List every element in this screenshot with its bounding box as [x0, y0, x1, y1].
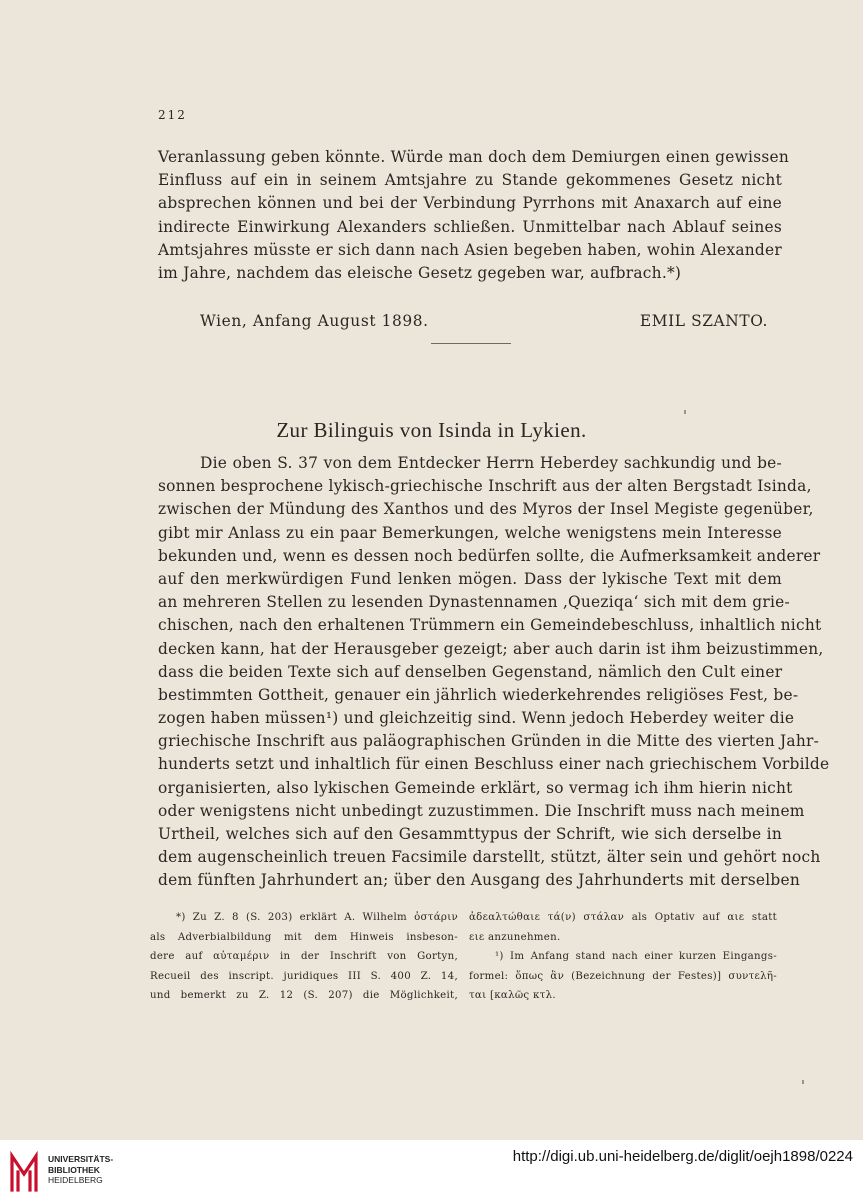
text-line: dem fünften Jahrhundert an; über den Ausgang des Jahrhunderts mit derselben: [158, 871, 801, 890]
logo-line: BIBLIOTHEK: [48, 1164, 100, 1175]
logo-line: HEIDELBERG: [48, 1175, 103, 1185]
digitization-footer: [0, 1140, 863, 1204]
footnote-column-left: [150, 908, 458, 1006]
logo-line: UNIVERSITÄTS-: [48, 1154, 114, 1164]
footnote-line: als Adverbialbildung mit dem Hinweis insbeson-: [150, 931, 458, 943]
scan-speck: [802, 1080, 804, 1084]
text-line: absprechen können und bei der Verbindung Pyrrhons mit Anaxarch auf eine: [158, 194, 782, 213]
library-name: [48, 1154, 113, 1186]
text-line: indirecte Einwirkung Alexanders schließen. Unmittelbar nach Ablauf seines: [158, 217, 782, 236]
section-divider: [431, 343, 511, 344]
text-line: Veranlassung geben könnte. Würde man doch dem Demiurgen einen gewissen: [158, 148, 790, 166]
text-line: bestimmten Gottheit, genauer ein jährlich wiederkehrendes religiöses Fest, be-: [158, 685, 799, 704]
text-line: an mehreren Stellen zu lesenden Dynastennamen ‚Queziqa‘ sich mit dem grie-: [158, 593, 790, 612]
text-line: oder wenigstens nicht unbedingt zuzustimmen. Die Inschrift muss nach meinem: [158, 801, 805, 820]
text-line: griechische Inschrift aus paläographischen Gründen in die Mitte des vierten Jahr-: [158, 732, 820, 751]
text-line: bekunden und, wenn es dessen noch bedürfen sollte, die Aufmerksamkeit anderer: [158, 546, 821, 565]
paragraph-continuation: [158, 146, 790, 285]
footnote-line: und bemerkt zu Z. 12 (S. 207) die Möglichkeit,: [150, 990, 458, 1002]
footnote-line: Recueil des inscript. juridiques III S. 400 Z. 14,: [150, 970, 458, 982]
footnote-line: ἀδεαλτώθαιε τά(ν) στάλαν als Optativ auf αιε statt: [469, 912, 777, 923]
text-line: Urtheil, welches sich auf den Gesammttypus der Schrift, wie sich derselbe in: [158, 825, 782, 843]
footnote-line: formel: ὅπως ἂν (Bezeichnung der Festes)] συντελῆ-: [469, 970, 777, 982]
heading-text: Zur Bilinguis von Isinda in Lykien.: [276, 417, 587, 442]
text-line: Die oben S. 37 von dem Entdecker Herrn Heberdey sachkundig und be-: [200, 454, 782, 472]
text-line: dem augenscheinlich treuen Facsimile darstellt, stützt, älter sein und gehört noch: [158, 848, 821, 867]
signature-place-date: Wien, Anfang August 1898.: [200, 312, 429, 330]
text-line: Einfluss auf ein in seinem Amtsjahre zu Stande gekommenes Gesetz nicht: [158, 171, 782, 190]
page-number: 212: [158, 108, 187, 122]
article-paragraph: [158, 452, 830, 893]
footnote-line: ειε anzunehmen.: [469, 931, 561, 943]
text-line: auf den merkwürdigen Fund lenken mögen. Dass der lykische Text mit dem: [158, 569, 782, 588]
footnote-line: ¹) Im Anfang stand nach einer kurzen Eingangs-: [495, 951, 777, 963]
permalink-url[interactable]: http://digi.ub.uni-heidelberg.de/diglit/oejh1898/0224: [512, 1148, 853, 1165]
text-line: organisierten, also lykischen Gemeinde erklärt, so vermag ich ihm hierin nicht: [158, 778, 793, 797]
footnote-line: ται [καλῶς κτλ.: [469, 990, 556, 1002]
text-line: zogen haben müssen¹) und gleichzeitig sind. Wenn jedoch Heberdey weiter die: [158, 709, 795, 728]
signature-author: EMIL SZANTO.: [639, 312, 768, 330]
university-library-logo-icon: [8, 1150, 40, 1194]
scan-speck: [684, 410, 686, 414]
footnote-line: dere auf αὐταμέριν in der Inschrift von Gortyn,: [150, 951, 458, 963]
text-line: decken kann, hat der Herausgeber gezeigt; aber auch darin ist ihm beizustimmen,: [158, 639, 824, 658]
text-line: im Jahre, nachdem das eleische Gesetz gegeben war, aufbrach.*): [158, 263, 682, 282]
text-line: chischen, nach den erhaltenen Trümmern ein Gemeindebeschluss, inhaltlich nicht: [158, 616, 822, 635]
footnote-column-right: [469, 908, 777, 1006]
footnote-line: *) Zu Z. 8 (S. 203) erklärt A. Wilhelm ὀστάριν: [176, 912, 458, 923]
text-line: hunderts setzt und inhaltlich für einen Beschluss einer nach griechischem Vorbilde: [158, 755, 830, 774]
text-line: gibt mir Anlass zu ein paar Bemerkungen, welche wenigstens mein Interesse: [158, 523, 782, 542]
article-heading: [0, 418, 863, 443]
text-line: zwischen der Mündung des Xanthos und des Myros der Insel Megiste gegenüber,: [158, 500, 814, 519]
text-line: Amtsjahres müsste er sich dann nach Asien begeben haben, wohin Alexander: [158, 240, 782, 259]
text-line: dass die beiden Texte sich auf denselben Gegenstand, nämlich den Cult einer: [158, 662, 783, 681]
text-line: sonnen besprochene lykisch-griechische Inschrift aus der alten Bergstadt Isinda,: [158, 477, 812, 496]
